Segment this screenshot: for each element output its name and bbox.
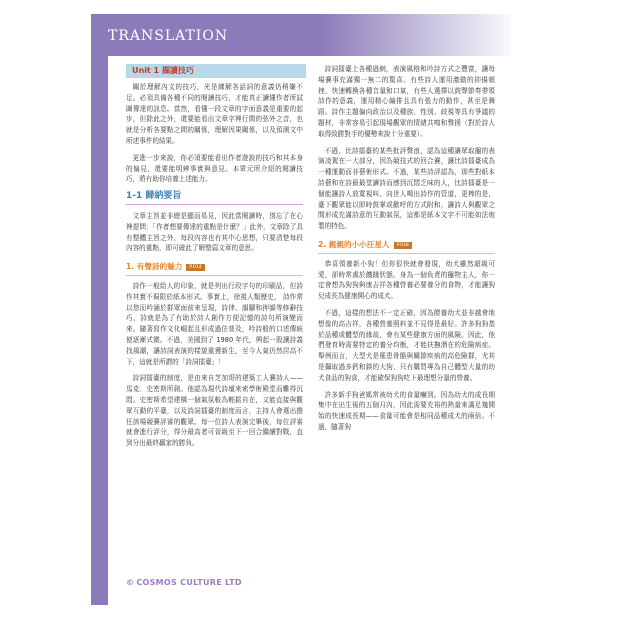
- header-fade: [320, 14, 511, 56]
- subsection-heading-1: [126, 262, 303, 276]
- section-body: 文章主旨並非總是顯而易見，因此當閱讀時，別忘了在心裡提問：「作者想要傳達的重點是什麼？」此外，文章除了具有整體主旨之外，每段內容也有其中心思想，只要清楚每段內容的重點，即可確此了解整篇文章的意思。: [126, 211, 303, 253]
- right-paragraph-4: 不過，這樣的想法不一定正確，因為餵養幼犬並非越會地想像的高吉祥，各種營養照料並不見得是最好。許多狗狗基於品種或體型的緣故，會有某些健康方面的風險。因此，他們發育時需要特定的養分均衡，才能扶撫潛在的危險病症。舉例而言，大型犬是罹患骨骼與關節疾病的高危險群，尤其是攝取過多鈣和鎂的大狗，只有購買專為自己體型大量的幼犬食品的狗食，才能確保狗狗吃下最理想分量的營養。: [318, 308, 495, 382]
- intro-paragraph: 關於理解內文的技巧，光是練解各話詞的意義仍稍嫌不足。必須具備各種不同的閱讀技巧，才能真正讀懂作者所試圖傳達的訊息。當然，看懂一段文章的字面意義是重要的起步，但除此之外，還要能看出文章字裡行間的弦外之音，也就是分析各要點之間的關係，理解因果關係，以及預測文中所述事件的結果。: [126, 83, 303, 145]
- page-title: TRANSLATION: [108, 28, 229, 44]
- subsection-body-2: 詩詞擂臺的制度，是由來自芝加哥的建築工人賽詩人——馬克．史密斯所創。他認為現代詩壇來索學術殿堂而難得沉悶。史密斯希望建構一個氣氛較為輕鬆自在，又能直接與觀眾互動的平臺，以及詩詞擂臺的制度而言，主持人會選出擔任該場競賽評審的觀眾。每一位詩人表演完畢後，每位評審就會進行評分，得分最高者可晉級至下一回合繼續對戰，直到分出最終贏家的勝負。: [126, 374, 303, 448]
- copyright-symbol: ©: [126, 578, 135, 587]
- left-column: [126, 64, 303, 455]
- subsection-title: 1. 有聲詩的魅力: [126, 262, 183, 272]
- subsection-title-2: 2. 親親的小小汪星人: [318, 239, 390, 249]
- unit-label: Unit 1 擷讀技巧: [132, 65, 194, 75]
- subsection-body: 詩作一般給人的印象，就是列出行段字句的印刷品，但詩作其實不侷限於紙本形式。事實上，徐視人類歷史， 詩作常以您而吟誦於群眾面前來呈現，詩律、韻腳和押韻等修辭技巧，詩就是為了有助於詩人創作方便記憶的詩句所演變而來。隨著寫作文化崛起且形成過估普及，吟詩般的口述傳統便逐漸式微。不過，美國到了 1980 年代，興起一股讓詩義找風潮，讓詩詞表演的樣貌重獲新生，至今人氣仍然居高不下，這就是所謂的「詩詞擂臺」！: [126, 281, 303, 366]
- right-paragraph-3: 恭喜領養新小狗！但你很快就會發現，幼犬雖然超級可愛，卻時常處於饑餓狀態。身為一個負責的寵物主人，你一定會想為狗狗與康吉祥各種營養必要養分的食物，才能讓狗兒成長為健康開心的成犬。: [318, 259, 495, 301]
- right-paragraph-5: 許多新手狗爸媽常被幼犬的食量嚇到。因為幼犬的成長期集中在出生後的五個月內，因此需要充裕的熱量來滿足幾開始的快速成長期——食量可能會是相同品種成犬的兩倍。不過，隨著狗: [318, 390, 495, 431]
- publisher-name: COSMOS CULTURE LTD: [136, 578, 242, 587]
- page-reference-badge: P.014: [186, 264, 204, 271]
- subsection-heading-2: [318, 240, 495, 254]
- right-column: [318, 64, 495, 439]
- publisher-credit: [126, 578, 242, 587]
- unit-banner: [126, 64, 306, 78]
- intro-paragraph-2: 更進一步來說，你必須要能看出作者遊說的技巧和其本身的偏見，還要能明辨事實與意見。本單元所介紹的閱讀技巧，將有助你培養上述能力。: [126, 153, 303, 184]
- right-paragraph-2: 不過，比詩擂臺的某些批評聲浪，認為這種讓眾取寵的表演凌駕在一大部分，因為競技式的回合賽，讓比詩擂臺成為一種運動而非藝術形式。不過，某些詩評認為，那些對紙本詩藝和在詩最最堂讀詩而感到沉悶乏味的人，比詩擂臺是一個能讓詩人放寬視叫、向世人喝出詩作的管道，更棒的是，臺下觀眾能以即時鼓掌或歡呼的方式附和，讓詩人與觀眾之間形成充滿詩意的互動氣氛，這都是紙本文字不可能如法炮製的特色。: [318, 146, 495, 231]
- section-heading: 1-1 歸納要旨: [126, 191, 303, 205]
- left-color-band: [91, 14, 108, 605]
- right-paragraph-1: 詩詞擂臺上各種過網，表演風格和吟詩方式之豐富，讓每場賽事充滿獨一無二的驚喜。有些詩人運用激動的抑揚頓挫、快速轉換各種音量和口氣，有些人選擇以鼓聲節奏帶領詩作的意義，運用精心編排且具有張力的動作，甚至是舞蹈。詩作主題偏向政治以及種族、性別、歧視等具有爭議的題材，非常容易引起現場觀眾的情緒共鳴和聲援（對於詩人取得致勝對手的優勢來說十分重要）。: [318, 65, 495, 138]
- page-reference-badge-2: P.018: [394, 242, 412, 249]
